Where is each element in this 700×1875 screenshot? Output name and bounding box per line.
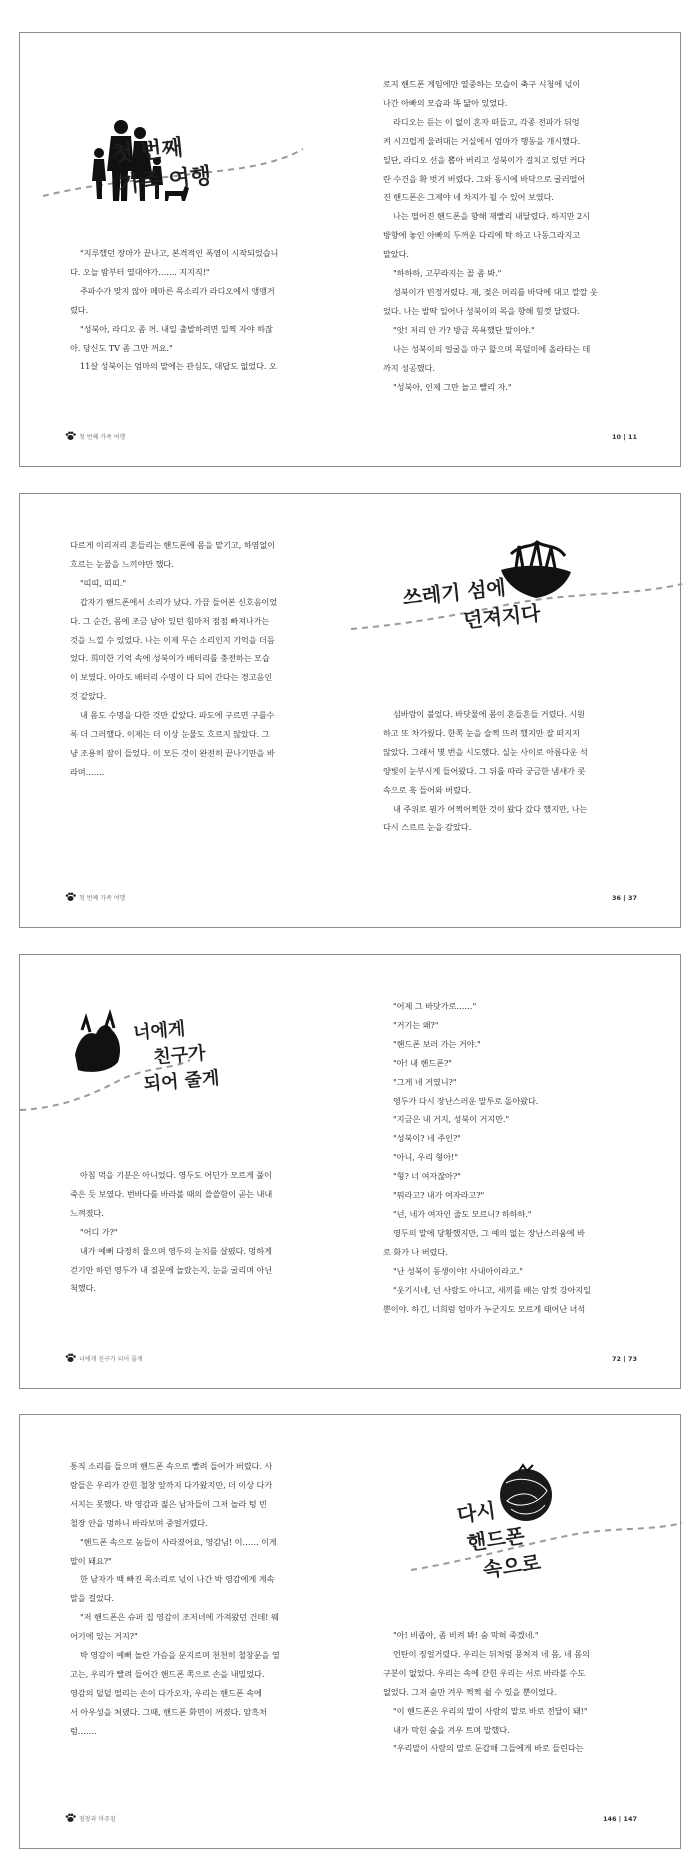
text-line: "지금은 내 거지, 성북이 거지만." <box>393 1114 510 1125</box>
paw-print-icon <box>65 1353 76 1363</box>
text-line: 철장 안을 멍하니 바라보며 중얼거렸다. <box>70 1517 208 1528</box>
text-line: 켜 시끄럽게 울려대는 거실에서 엄마가 행동을 개시했다. <box>383 135 581 146</box>
text-line: 통직 소리를 들으며 핸드폰 속으로 빨려 들어가 버렸다. 사 <box>70 1461 273 1471</box>
chapter-title-line2: 핸드폰 <box>465 1523 527 1556</box>
right-page-text <box>383 75 635 396</box>
text-line: 영감의 덜덜 떨리는 손이 다가오자, 우리는 핸드폰 속에 <box>70 1687 262 1698</box>
text-line: 영두가 다시 장난스러운 말투로 돌아왔다. <box>393 1095 539 1106</box>
text-line: 한 남자가 백 빠진 목소리로 넋이 나간 박 영감에게 계속 <box>80 1574 275 1585</box>
text-line: "아! 비좁아, 좀 비켜 봐! 숨 막혀 죽겠네." <box>393 1630 539 1640</box>
text-line: 않았다. 그래서 몇 번을 시도했다. 실눈 사이로 아름다운 석 <box>383 746 588 757</box>
left-page <box>20 1415 351 1848</box>
text-line: 서지는 못했다. 박 영감과 젊은 남자들이 그저 놀라 텅 빈 <box>70 1498 267 1509</box>
text-line: 주파수가 맞지 않아 메마른 목소리가 라디오에서 앵앵거 <box>80 285 275 296</box>
right-page-text <box>383 1626 635 1758</box>
text-line: 흐르는 눈물을 느끼야만 했다. <box>70 558 174 569</box>
text-line: 것을 느낄 수 있었다. 나는 이제 무슨 소리인지 기억을 더듬 <box>70 634 275 645</box>
left-page-text <box>70 536 322 782</box>
footer-title: 첫 번째 가족 여행 <box>79 894 126 902</box>
text-line: "성북이? 네 주인?" <box>393 1133 461 1144</box>
text-line: 하고 또 차가웠다. 한쪽 눈을 슬쩍 뜨려 했지만 잘 떠지지 <box>383 727 580 738</box>
left-page <box>20 33 351 466</box>
text-line: 아. 당신도 TV 좀 그만 꺼요." <box>70 342 173 353</box>
chapter-title-line1: 쓰레기 섬에 <box>401 575 507 610</box>
text-line: "핸드폰 보러 가는 거야." <box>393 1038 481 1049</box>
text-line: 다르게 이리저리 흔들리는 핸드폰에 몸을 맡기고, 하염없이 <box>70 540 275 550</box>
text-line: 렸다. <box>70 304 89 315</box>
text-line: 다. 오늘 밤부터 열대야가……. 지지직!" <box>70 266 210 277</box>
text-line: 고는, 우리가 빨려 들어간 핸드폰 쪽으로 손을 내밀었다. <box>70 1668 265 1679</box>
text-line: 말았다. <box>383 249 409 260</box>
text-line: 언탄이 징얼거렸다. 우리는 뒤처럼 뭉쳐져 네 몸, 네 몸의 <box>393 1648 590 1659</box>
right-page-text <box>383 997 635 1318</box>
text-line: 내 주위로 뭔가 어쩍어쩍한 것이 왔다 갔다 했지만, 나는 <box>393 803 588 814</box>
chapter-title <box>110 128 213 200</box>
left-page-text <box>70 1166 322 1298</box>
text-line: 걷기만 하던 영두가 내 질문에 놀랐는지, 눈을 굴리며 아닌 <box>70 1264 273 1275</box>
text-line: 아침 먹을 기분은 아니었다. 영두도 어딘가 모르게 풀이 <box>80 1170 272 1180</box>
chapter-title-line1: 첫 번째 <box>110 135 185 168</box>
text-line: 죽은 듯 보였다. 번바다를 바라볼 때의 쓸쓸함이 곧는 내내 <box>70 1188 273 1199</box>
paw-print-icon <box>65 1813 76 1823</box>
text-line: 말을 걸었다. <box>70 1593 115 1604</box>
text-line: 로 화가 나 버렸다. <box>383 1246 448 1257</box>
page-numbers: 36 | 37 <box>612 894 637 902</box>
chapter-title-line2: 던져지다 <box>462 600 542 633</box>
right-page <box>351 1415 682 1848</box>
text-line: 었다. 희미한 기억 속에 성북이가 배터리를 충전하는 모습 <box>70 653 270 664</box>
text-line: "어제 그 바닷가로……" <box>393 1001 477 1011</box>
text-line: 진 핸드폰은 그제야 네 차지가 될 수 있어 보였다. <box>383 192 554 203</box>
paw-print-icon <box>65 892 76 902</box>
text-line: "뭐라고? 내가 여자라고?" <box>393 1190 485 1201</box>
text-line: 성북이가 빈정거렸다. 재, 젖은 머리를 바닥에 대고 깔깔 웃 <box>393 286 598 297</box>
chapter-title <box>132 1012 220 1097</box>
right-page-text <box>383 705 635 837</box>
text-line: "형? 너 여자잖아?" <box>393 1171 461 1182</box>
text-line: 없었다. 그저 숨만 겨우 쩍쩍 쉴 수 있을 뿐이었다. <box>383 1686 557 1697</box>
text-line: 척했다. <box>70 1283 96 1294</box>
book-spread-3 <box>19 954 681 1389</box>
text-line: 박 영감이 예뻐 놀란 가슴을 문지르며 천천히 철창문을 열 <box>80 1650 280 1661</box>
text-line: 양빛이 눈부시게 들어왔다. 그 뒤를 따라 궁금한 냄새가 콧 <box>383 765 586 776</box>
text-line: 란 수건을 확 벗겨 버렸다. 그와 동시에 바닥으로 굴러떨어 <box>383 173 586 184</box>
footer-title: 첫 번째 가족 여행 <box>79 433 126 441</box>
text-line: 내 몸도 수명을 다한 것만 같았다. 파도에 구르면 구를수 <box>80 710 275 721</box>
right-page <box>351 494 682 927</box>
text-line: "거기는 왜?" <box>393 1019 439 1030</box>
text-line: 뿐이야. 하긴, 너희럼 엄마가 누군지도 모르게 태어난 녀석 <box>383 1303 586 1314</box>
text-line: 이 보였다. 아마도 배터리 수명이 다 되어 간다는 경고음인 <box>70 672 273 683</box>
left-page <box>20 494 351 927</box>
text-line: 구분이 없었다. 우리는 속에 갇힌 우리는 서로 바라볼 수도 <box>383 1667 586 1678</box>
text-line: 었다. 나는 발딱 일어나 성북이의 목을 향해 힘껏 달렸다. <box>383 305 580 316</box>
page-numbers: 146 | 147 <box>602 1815 637 1823</box>
running-footer <box>65 431 125 441</box>
running-footer <box>65 892 125 902</box>
chapter-title <box>451 1489 542 1586</box>
text-line: "아! 내 핸드폰?" <box>393 1057 452 1068</box>
text-line: 영두의 말에 당황했지만, 그 예의 없는 장난스러움에 바 <box>393 1227 585 1238</box>
chapter-title-line3: 되어 줄게 <box>142 1067 221 1096</box>
book-spread-1 <box>19 32 681 467</box>
running-footer <box>65 1813 116 1823</box>
chapter-title-line1: 너에게 <box>132 1018 187 1044</box>
text-line: "이 핸드폰은 우리의 말이 사람의 말로 바로 전달이 돼!" <box>393 1705 588 1716</box>
text-line: "우리말이 사람의 말로 둔갑해 그들에게 바로 들린다는 <box>393 1743 584 1754</box>
text-line: 람들은 우리가 갇힌 철창 앞까지 다가왔지만, 더 이상 다가 <box>70 1479 273 1490</box>
text-line: "아니, 우리 형아!" <box>393 1152 458 1163</box>
text-line: 럼……. <box>70 1725 97 1736</box>
text-line: 나는 성북이의 얼굴을 마구 핥으며 목덜미에 올라타는 데 <box>393 343 591 354</box>
text-line: 나는 떨어진 핸드폰을 향해 재빨리 내달렸다. 하지만 2시 <box>393 211 590 222</box>
text-line: 갑자기 핸드폰에서 소리가 났다. 가끔 들어본 신호음이었 <box>80 596 278 607</box>
left-page <box>20 955 351 1388</box>
paw-print-icon <box>65 431 76 441</box>
chapter-title-line1: 다시 <box>455 1498 498 1528</box>
text-line: 냥 조용히 잠이 들었다. 이 모든 것이 완전히 끝나기만을 바 <box>70 747 275 758</box>
text-line: 느껴졌다. <box>70 1207 104 1218</box>
page-numbers: 10 | 11 <box>612 433 637 441</box>
text-line: "성북아, 인제 그만 놀고 빨리 자." <box>393 381 512 392</box>
text-line: "넌, 네가 여자인 줄도 모르니? 하하하." <box>393 1208 532 1219</box>
text-line: 것 같았다. <box>70 691 107 702</box>
page-numbers: 72 | 73 <box>612 1355 637 1363</box>
book-spread-4 <box>19 1414 681 1849</box>
text-line: 방향에 놓인 아빠의 두꺼운 다리에 탁 하고 나동그라지고 <box>383 230 581 241</box>
chapter-title-line2: 가족 여행 <box>117 163 213 199</box>
text-line: 11살 성북이는 엄마의 말에는 관심도, 대답도 없었다. 오 <box>80 361 277 372</box>
text-line: 나간 아빠의 모습과 똑 닮아 있었다. <box>383 97 508 108</box>
text-line: "핸드폰 속으로 놈들이 사라졌어요, 영감님! 이…… 이게 <box>80 1536 277 1547</box>
right-page <box>351 33 682 466</box>
text-line: 라디오는 듣는 이 없이 혼자 떠들고, 각종 전파가 뒤엉 <box>393 116 580 127</box>
text-line: "지루했던 장마가 끝나고, 본격적인 폭염이 시작되었습니 <box>80 248 279 258</box>
text-line: "그게 네 거였니?" <box>393 1076 457 1087</box>
text-line: 속으로 훅 들어와 버렸다. <box>383 784 472 795</box>
text-line: 심바람이 불었다. 바닷물에 몸이 흔들흔들 거렸다. 시원 <box>393 709 585 719</box>
chapter-title-line2: 친구가 <box>152 1042 207 1069</box>
text-line: "저 핸드폰은 슈퍼 집 영감이 조저녀에 가져왔던 건데! 웨 <box>80 1612 279 1623</box>
text-line: "어디 가?" <box>80 1226 118 1237</box>
text-line: "앗! 저리 안 가? 방금 목욕했단 말이야." <box>393 324 535 335</box>
text-line: 서 아우성을 쳐댔다. 그때, 핸드폰 화면이 꺼졌다. 암흑처 <box>70 1706 267 1717</box>
book-spread-2 <box>19 493 681 928</box>
text-line: 어기에 있는 거지?" <box>70 1631 138 1642</box>
text-line: "띠띠, 띠띠." <box>80 577 127 588</box>
text-line: "난 성북이 동생이야! 사내아이라고." <box>393 1265 523 1276</box>
text-line: 다시 스르르 눈을 감았다. <box>383 822 472 833</box>
text-line: "하하하, 고꾸라지는 꼴 좀 봐." <box>393 268 502 279</box>
footer-title: 철창과 마주침 <box>79 1815 116 1823</box>
footer-title: 너에게 친구가 되어 줄게 <box>79 1355 143 1363</box>
text-line: 라며……. <box>70 766 105 777</box>
text-line: "웃기시네, 넌 사람도 아니고, 새끼를 배는 암컷 강아지일 <box>393 1284 591 1295</box>
chapter-title-line3: 속으로 <box>481 1550 543 1583</box>
text-line: 다. 그 순간, 몸에 조금 남아 있던 힘마저 점점 빠져나가는 <box>70 615 270 626</box>
text-line: 내가 예뻐 다정히 물으며 영두의 눈치를 살폈다. 멍하게 <box>80 1245 272 1256</box>
text-line: 말이 돼요?" <box>70 1555 112 1566</box>
running-footer <box>65 1353 143 1363</box>
text-line: 일단, 라디오 선을 뽑아 버리고 성북이가 걸치고 있던 커다 <box>383 154 586 165</box>
text-line: "성북아, 라디오 좀 꺼. 내일 출발하려면 일찍 자야 하잖 <box>80 323 273 334</box>
text-line: 로지 핸드폰 게임에만 열중하는 모습이 축구 시청에 넋이 <box>383 79 581 89</box>
text-line: 내가 막힌 숨을 겨우 트며 말했다. <box>393 1724 510 1735</box>
text-line: 까지 성공했다. <box>383 362 435 373</box>
right-page <box>351 955 682 1388</box>
left-page-text <box>70 244 322 376</box>
left-page-text <box>70 1457 322 1741</box>
text-line: 록 더 그러했다. 이제는 더 이상 눈물도 흐르지 않았다. 그 <box>70 729 270 740</box>
